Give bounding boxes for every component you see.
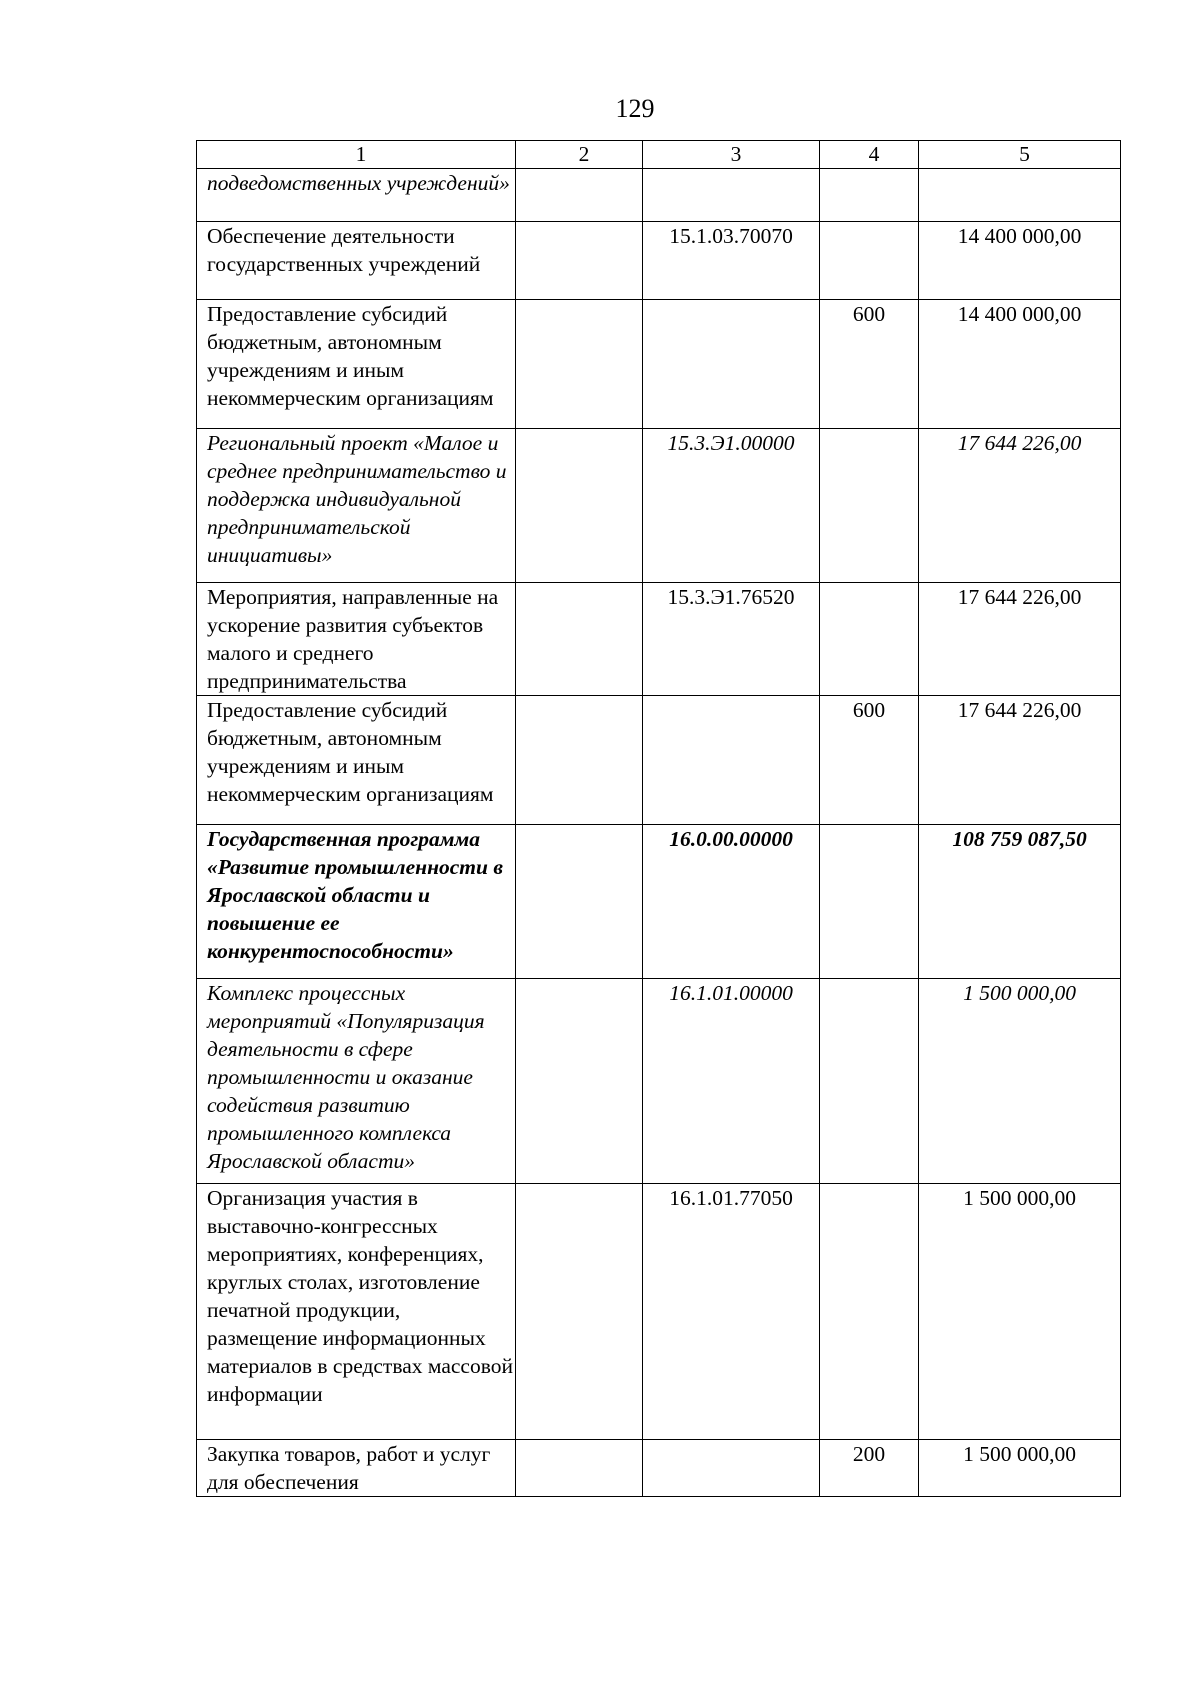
row-type-cell bbox=[820, 222, 919, 300]
row-name-cell: Мероприятия, направленные на ускорение развития субъектов малого и среднего предпринимательства bbox=[197, 583, 516, 696]
budget-table bbox=[196, 140, 1121, 1497]
row-code-cell: 16.0.00.00000 bbox=[643, 825, 820, 979]
row-type-cell bbox=[820, 169, 919, 222]
row-col2-cell bbox=[516, 825, 643, 979]
column-header: 4 bbox=[820, 141, 919, 169]
row-type-cell bbox=[820, 1184, 919, 1440]
row-col2-cell bbox=[516, 300, 643, 429]
row-code-cell bbox=[643, 696, 820, 825]
row-col2-cell bbox=[516, 169, 643, 222]
table-row bbox=[197, 222, 1121, 300]
column-header: 2 bbox=[516, 141, 643, 169]
row-name-cell: Организация участия в выставочно-конгрессных мероприятиях, конференциях, круглых столах, изготовление печатной продукции, размещение информационных материалов в средствах массовой информации bbox=[197, 1184, 516, 1440]
row-code-cell: 16.1.01.00000 bbox=[643, 979, 820, 1184]
row-col2-cell bbox=[516, 1440, 643, 1497]
row-code-cell: 16.1.01.77050 bbox=[643, 1184, 820, 1440]
row-name-cell: Предоставление субсидий бюджетным, автономным учреждениям и иным некоммерческим организациям bbox=[197, 300, 516, 429]
row-code-cell: 15.3.Э1.00000 bbox=[643, 429, 820, 583]
row-col2-cell bbox=[516, 1184, 643, 1440]
row-type-cell: 600 bbox=[820, 696, 919, 825]
row-amount-cell: 17 644 226,00 bbox=[919, 696, 1121, 825]
row-type-cell: 600 bbox=[820, 300, 919, 429]
row-amount-cell: 1 500 000,00 bbox=[919, 979, 1121, 1184]
table-row bbox=[197, 169, 1121, 222]
row-amount-cell: 108 759 087,50 bbox=[919, 825, 1121, 979]
row-type-cell: 200 bbox=[820, 1440, 919, 1497]
row-amount-cell: 1 500 000,00 bbox=[919, 1184, 1121, 1440]
row-type-cell bbox=[820, 979, 919, 1184]
row-amount-cell: 14 400 000,00 bbox=[919, 222, 1121, 300]
row-type-cell bbox=[820, 429, 919, 583]
row-code-cell bbox=[643, 300, 820, 429]
row-name-cell: подведомственных учреждений» bbox=[197, 169, 516, 222]
row-code-cell bbox=[643, 169, 820, 222]
table-row bbox=[197, 1184, 1121, 1440]
table-row bbox=[197, 583, 1121, 696]
column-header: 5 bbox=[919, 141, 1121, 169]
table-row bbox=[197, 1440, 1121, 1497]
row-name-cell: Обеспечение деятельности государственных учреждений bbox=[197, 222, 516, 300]
row-amount-cell: 14 400 000,00 bbox=[919, 300, 1121, 429]
row-col2-cell bbox=[516, 429, 643, 583]
row-type-cell bbox=[820, 825, 919, 979]
row-name-cell: Предоставление субсидий бюджетным, автономным учреждениям и иным некоммерческим организациям bbox=[197, 696, 516, 825]
row-amount-cell: 17 644 226,00 bbox=[919, 583, 1121, 696]
table-row bbox=[197, 300, 1121, 429]
row-name-cell: Государственная программа «Развитие промышленности в Ярославской области и повышение ее конкурентоспособности» bbox=[197, 825, 516, 979]
row-name-cell: Комплекс процессных мероприятий «Популяризация деятельности в сфере промышленности и оказание содействия развитию промышленного комплекса Ярославской области» bbox=[197, 979, 516, 1184]
row-code-cell: 15.1.03.70070 bbox=[643, 222, 820, 300]
row-amount-cell bbox=[919, 169, 1121, 222]
row-col2-cell bbox=[516, 222, 643, 300]
row-type-cell bbox=[820, 583, 919, 696]
table-row bbox=[197, 429, 1121, 583]
page-number: 129 bbox=[615, 94, 655, 123]
row-col2-cell bbox=[516, 696, 643, 825]
row-name-cell: Региональный проект «Малое и среднее предпринимательство и поддержка индивидуальной предпринимательской инициативы» bbox=[197, 429, 516, 583]
row-col2-cell bbox=[516, 583, 643, 696]
table-header-row bbox=[197, 141, 1121, 169]
table-row bbox=[197, 825, 1121, 979]
row-name-cell: Закупка товаров, работ и услуг для обеспечения bbox=[197, 1440, 516, 1497]
row-amount-cell: 17 644 226,00 bbox=[919, 429, 1121, 583]
column-header: 3 bbox=[643, 141, 820, 169]
row-code-cell: 15.3.Э1.76520 bbox=[643, 583, 820, 696]
table-row bbox=[197, 979, 1121, 1184]
row-col2-cell bbox=[516, 979, 643, 1184]
table-row bbox=[197, 696, 1121, 825]
row-code-cell bbox=[643, 1440, 820, 1497]
column-header: 1 bbox=[197, 141, 516, 169]
row-amount-cell: 1 500 000,00 bbox=[919, 1440, 1121, 1497]
